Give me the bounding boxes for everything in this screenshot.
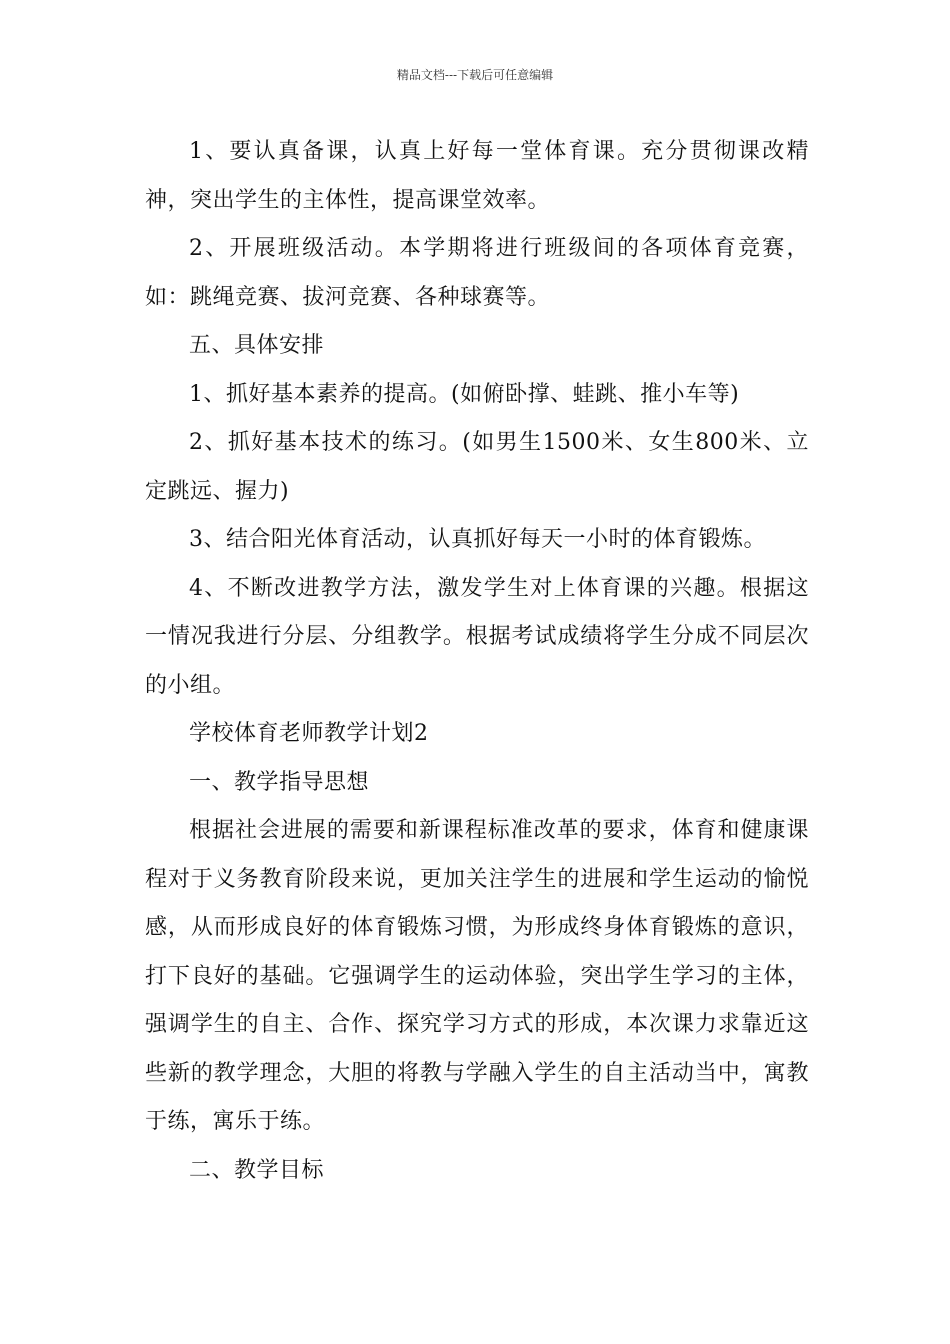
document-subtitle: 学校体育老师教学计划2 <box>189 721 429 746</box>
paragraph-sunshine-sports: 3、结合阳光体育活动，认真抓好每天一小时的体育锻炼。 <box>189 527 766 552</box>
paragraph-teaching-methods: 4、不断改进教学方法，激发学生对上体育课的兴趣。根据这一情况我进行分层、分组教学。根据考试成绩将学生分成不同层次的小组。 <box>145 575 809 698</box>
paragraph-basic-quality: 1、抓好基本素养的提高。(如俯卧撑、蛙跳、推小车等) <box>189 381 740 407</box>
paragraph-basic-skills: 2、抓好基本技术的练习。(如男生1500米、女生800米、立定跳远、握力) <box>145 430 809 504</box>
paragraph-class-activities: 2、开展班级活动。本学期将进行班级间的各项体育竞赛，如：跳绳竞赛、拔河竞赛、各种球赛等。 <box>145 236 809 310</box>
document-body <box>145 128 809 1195</box>
paragraph-prepare-lessons: 1、要认真备课，认真上好每一堂体育课。充分贯彻课改精神，突出学生的主体性，提高课堂效率。 <box>145 139 809 213</box>
section-heading-teaching-goals: 二、教学目标 <box>189 1157 325 1183</box>
paragraph-guiding-ideology: 根据社会进展的需要和新课程标准改革的要求，体育和健康课程对于义务教育阶段来说，更加关注学生的进展和学生运动的愉悦感，从而形成良好的体育锻炼习惯，为形成终身体育锻炼的意识，打下良好的基础。它强调学生的运动体验，突出学生学习的主体，强调学生的自主、合作、探究学习方式的形成，本次课力求靠近这些新的教学理念，大胆的将教与学融入学生的自主活动当中，寓教于练，寓乐于练。 <box>145 818 809 1134</box>
section-heading-guiding-ideology: 一、教学指导思想 <box>189 769 370 795</box>
section-heading-arrangement: 五、具体安排 <box>189 333 325 358</box>
page-header: 精品文档---下载后可任意编辑 <box>396 68 554 82</box>
